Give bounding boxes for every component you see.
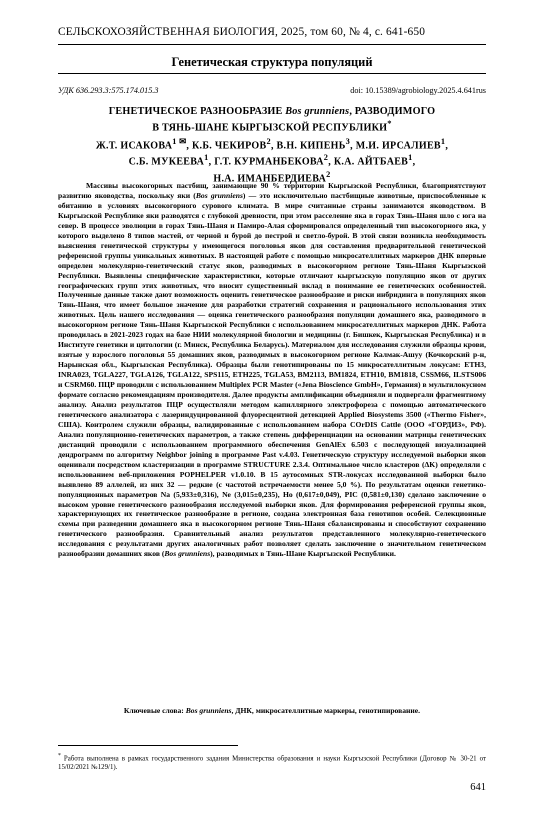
abstract-text-2: ) — это исключительно пастбищные животные, приспособленные к обитанию в условиях высокогорного сурового климата. В мире считанные страны занимаются яководством. В Кыргызской Республике яки разводятся с глубокой древности, при этом расселение яка в горах Тянь-Шаня шло с юга на север. В процессе эволюции в горах Тянь-Шаня и Памиро-Алая сформировался определенный тип высокогорного яка, у которого выделено 8 типов мастей, от черной и бурой до пестрой и светло-бурой. В этой связи возникла необходимость выяснения генетической структуры у имеющегося поголовья яков для составления предварительной генетической референсной группы уникальных животных. В настоящей работе с помощью микросателлитных маркеров ДНК впервые определен молекулярно-генетический статус яков, разводимых в высокогорном регионе Тянь-Шаня Кыргызской Республики. Выявлены специфические характеристики, которые отличают кыргызскую популяцию яков от других географических групп этих животных, что вносит существенный вклад в понимание ее генетических особенностей. Полученные данные также дают возможность оценить генетическое разнообразие и риски инбридинга в популяциях яков Тянь-Шаня, что имеет большое значение для разработки стратегий сохранения и рационального использования этих животных. Цель нашего исследования — оценка генетического разнообразия популяции домашнего яка, разводимого в высокогорном регионе Тянь-Шаня Кыргызской Республики с использованием микросателлитных маркеров ДНК. Работа проводилась в 2021-2023 годах на базе НИИ молекулярной биологии и медицины (г. Бишкек, Кыргызская Республика) и в Институте генетики и цитологии (г. Минск, Республика Беларусь). Материалом для исследования служили образцы крови, взятые у взрослого поголовья 55 домашних яков, разводимых в высокогорном регионе Калмак-Ашуу (Кочкорский р-н, Нарынская обл., Кыргызская Республика). Образцы были генотипированы по 15 микросателлитным локусам: ETH3, INRA023, TGLA227, TGLA126, TGLA122, SPS115, ETH225, TGLA53, BM2113, BM1824, ETH10, BM1818, CSSM66, ILSTS006 и CSRM60. ПЦР проводили с использованием Multiplex PCR Master («Jena Bioscience GmbH», Германия) в мультилокусном формате согласно рекомендациям производителя. Далее продукты амплификации объединяли и подвергали фрагментному анализу. Анализ результатов ПЦР осуществляли методом капиллярного электрофореза с помощью автоматического генетического анализатора с лазериндуцированной флуоресцентной детекцией Applied Biosystems 3500 («Thermo Fisher», США). Контролем служили образцы, валидированные с использованием набора COrDIS Cattle (ООО «ГОРДИЗ», РФ). Анализ популяционно-генетических параметров, а также степень дифференциации на основании матрицы генетических дистанций проводили с использованием программного обеспечения GenAlEx 6.503 с последующей визуализацией дендрограмм по алгоритму Neighbor joining в программе Past v.4.03. Генетическую структуру исследуемой выборки яков оценивали посредством кластеризации в программе STRUCTURE 2.3.4. Оптимальное число кластеров (ΔK) определяли с использованием веб-приложения POPHELPER v1.0.10. В 15 аутосомных STR-локусах исследованной выборки было выявлено 89 аллелей, из них 32 — редкие (с частотой встречаемости менее 5,0 %). По результатам оценки генетико-популяционных параметров Na (5,933±0,316), Ne (3,015±0,235), Ho (0,617±0,049), PIC (0,581±0,130) сделано заключение о высоком уровне генетического разнообразия исследуемой выборки яков. Для формирования референсной группы яков, характеризующих их генетическое разнообразие в регионе, создана электронная база генотипов особей. Селекционные схемы при разведении домашнего яка в высокогорном регионе Тянь-Шаня сбалансированы и способствуют сохранению генетического разнообразия. Сравнительный анализ результатов представленного молекулярно-генетического исследования с результатами других аналогичных работ позволяет сделать заключение о значительном генетическом разнообразии домашних яков ( [58, 190, 487, 559]
authors [58, 136, 486, 185]
title-part1: ГЕНЕТИЧЕСКОЕ РАЗНООБРАЗИЕ [108, 106, 286, 117]
abstract-text-3: ), разводимых в Тянь-Шане Кыргызской Республики. [210, 549, 396, 559]
author-1: Ж.Т. ИСАКОВА [95, 140, 173, 152]
author-8-affil: 2 [326, 169, 331, 179]
section-title: Генетическая структура популяций [171, 55, 373, 69]
author-3: , В.Н. КИПЕНЬ [270, 140, 346, 152]
author-7: , К.А. АЙТБАЕВ [328, 156, 409, 168]
abstract-species-1: Bos grunniens [195, 190, 243, 200]
keywords-species: Bos grunniens [185, 706, 232, 715]
author-7-affil: 1 [408, 153, 413, 163]
author-line1-end: , [445, 140, 449, 152]
abstract-text-1: Массивы высокогорных пастбищ, занимающие 90 % территории Кыргызской Республики, благоприятствуют развитию яководства, поскольку яки ( [58, 181, 486, 200]
author-8: Н.А. ИМАНБЕРДИЕВА [213, 172, 327, 184]
keywords-list: , ДНК, микросателлитные маркеры, генотипирование. [231, 706, 421, 715]
author-1-affil: 1 ✉ [172, 137, 187, 146]
udk-code: УДК 636.293.3:575.174.015.3 [58, 86, 159, 95]
title-footnote-mark: * [387, 117, 392, 128]
article-title [58, 106, 486, 133]
footnote-mark: * [58, 753, 61, 759]
author-2: , К.Б. ЧЕКИРОВ [186, 140, 267, 152]
author-5: С.Б. МУКЕЕВА [128, 156, 205, 168]
keywords-label: Ключевые слова: [123, 706, 186, 715]
running-head: СЕЛЬСКОХОЗЯЙСТВЕННАЯ БИОЛОГИЯ, 2025, том 60, № 4, с. 641-650 [58, 26, 426, 38]
author-2-affil: 2 [266, 137, 271, 146]
footnote [58, 752, 486, 772]
title-species: Bos grunniens [285, 106, 350, 117]
page-number: 641 [470, 782, 486, 793]
title-line2: В ТЯНЬ-ШАНЕ КЫРГЫЗСКОЙ РЕСПУБЛИКИ [152, 121, 388, 133]
author-6: , Г.Т. КУРМАНБЕКОВА [208, 156, 324, 168]
doi: doi: 10.15389/agrobiology.2025.4.641rus [350, 86, 486, 95]
author-4: , М.И. ИРСАЛИЕВ [350, 140, 441, 152]
footnote-rule [58, 745, 238, 746]
author-6-affil: 2 [323, 153, 329, 163]
author-5-affil: 1 [204, 153, 209, 163]
title-part2: , РАЗВОДИМОГО [349, 106, 436, 117]
keywords [58, 706, 486, 715]
author-4-affil: 1 [440, 137, 446, 146]
abstract-species-2: Bos grunniens [164, 549, 211, 559]
abstract [58, 181, 486, 559]
author-line2-end: , [412, 156, 416, 168]
section-rule [58, 73, 486, 74]
header-rule [58, 44, 486, 45]
author-3-affil: 3 [345, 137, 351, 146]
footnote-text: Работа выполнена в рамках государственного задания Министерства образования и науки Кыргызской Республики (Договор № 30-21 от 15/02/2021 №129/1). [58, 755, 486, 771]
